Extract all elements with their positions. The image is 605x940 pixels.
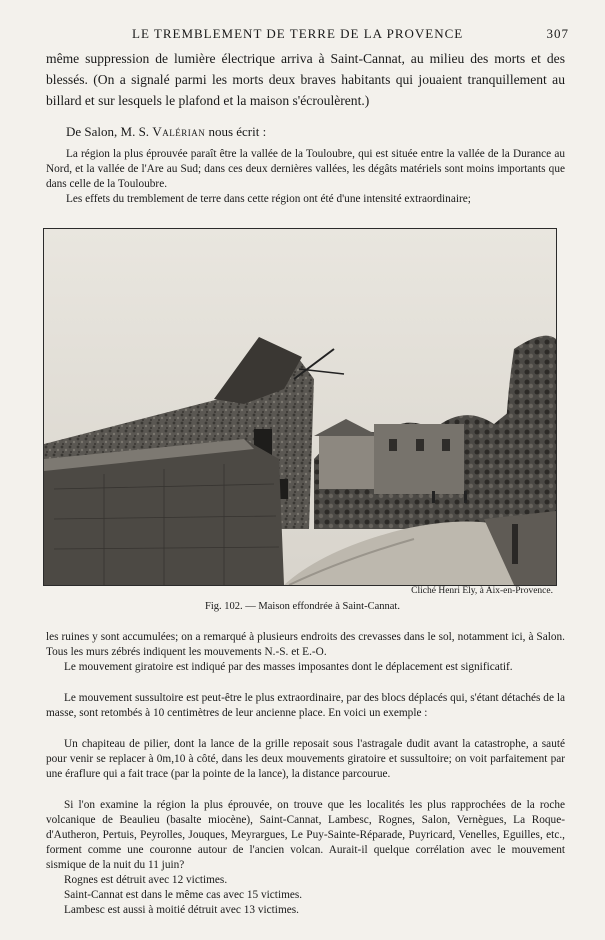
quote-paragraph: La région la plus éprouvée paraît être la vallée de la Touloubre, qui est située entre la vallée de la Durance au Nord, et la vallée de l'Are au Sud; dans ces deux dernières vallées, les dégâts matériels sont moins importants que dans celle de la Touloubre. <box>46 148 565 190</box>
body-paragraph: Un chapiteau de pilier, dont la lance de la grille reposait sous l'astragale dudit avant la catastrophe, a sauté pour venir se replacer à 0m,10 à côté, dans les deux mouvements giratoire et sussultoire; on voit parfaitement par une éraflure qui a fait trace (par la pointe de la lance), la distance parcourue. <box>46 738 565 780</box>
running-header <box>46 26 569 44</box>
body-paragraph: Le mouvement sussultoire est peut-être le plus extraordinaire, par des blocs déplacés qui, s'étant détachés de la masse, sont retombés à 10 centimètres de leur ancienne place. En voici un exemple : <box>46 692 565 719</box>
lead-paragraph: même suppression de lumière électrique arriva à Saint-Cannat, au milieu des morts et des blessés. (On a signalé parmi les morts deux braves habitants qui jouaient tranquillement au billard et sur lesquels le plafond et la maison s'écroulèrent.) <box>46 51 565 108</box>
body-paragraph: Rognes est détruit avec 12 victimes. <box>64 874 228 886</box>
body-paragraph: les ruines y sont accumulées; on a remarqué à plusieurs endroits des crevasses dans le sol, notamment ici, à Salon. Tous les murs zébrés indiquent les mouvements N.-S. et E.-O. <box>46 631 565 658</box>
correspondent-suffix: nous écrit : <box>205 124 267 139</box>
body-paragraph: Si l'on examine la région la plus éprouvée, on trouve que les localités les plus rapprochées de la roche volcanique de Beaulieu (basalte miocène), Saint-Cannat, Lambesc, Rognes, Salon, Vernègues, La Roque-d'Autheron, Pertuis, Peyrolles, Jouques, Meyrargues, Le Puy-Sainte-Réparade, Puyricard, Venelles, Eguilles, etc., forment comme une couronne autour de l'ancien volcan. Aurait-il quelque corrélation avec le mouvement sismique de la nuit du 11 juin? <box>46 799 565 871</box>
quote-paragraph: Les effets du tremblement de terre dans cette région ont été d'une intensité extraordinaire; <box>66 193 471 205</box>
correspondent-line <box>66 124 266 140</box>
photo-illustration <box>44 229 556 585</box>
correspondent-name: Valérian <box>152 124 206 139</box>
collapsed-house-photo <box>43 228 557 586</box>
page-number: 307 <box>546 26 569 41</box>
body-paragraph: Lambesc est aussi à moitié détruit avec 13 victimes. <box>64 904 299 916</box>
body-paragraph: Le mouvement giratoire est indiqué par des masses imposantes dont le déplacement est significatif. <box>64 661 513 673</box>
correspondent-prefix: De Salon, M. S. <box>66 124 153 139</box>
body-paragraph: Saint-Cannat est dans le même cas avec 15 victimes. <box>64 889 303 901</box>
running-title: LE TREMBLEMENT DE TERRE DE LA PROVENCE <box>132 26 464 41</box>
photo-credit: Cliché Henri Ely, à Aix-en-Provence. <box>411 586 553 596</box>
figure-caption: Fig. 102. — Maison effondrée à Saint-Cannat. <box>205 601 400 612</box>
